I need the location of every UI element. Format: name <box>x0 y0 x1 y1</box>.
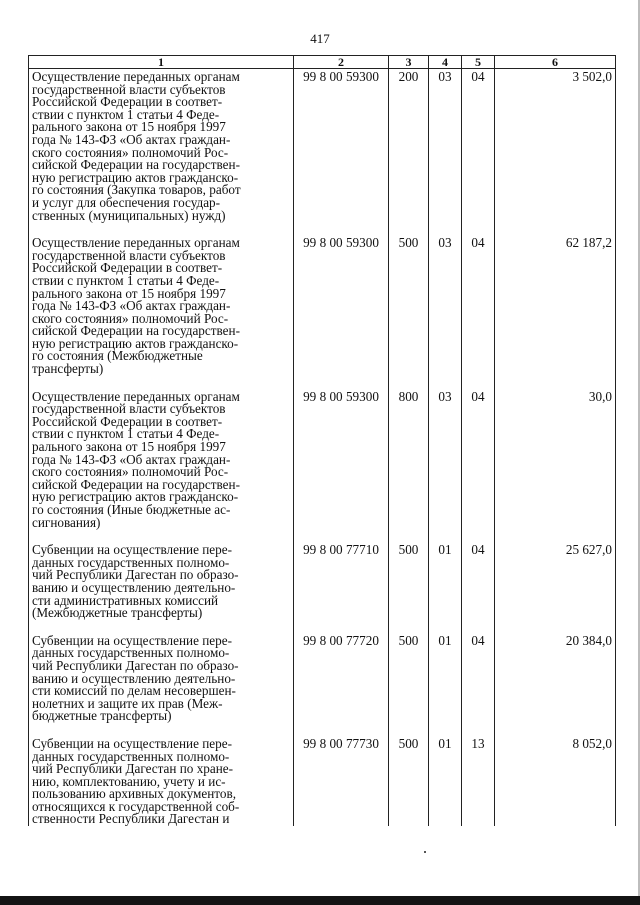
description-line: года № 143-ФЗ «Об актах граждан- <box>32 131 231 147</box>
description-line: рального закона от 15 ноября 1997 <box>32 119 226 135</box>
description-line: ствии с пунктом 1 статьи 4 Феде- <box>32 272 220 288</box>
description-line: данных государственных полномо- <box>32 554 230 570</box>
scan-speck <box>424 851 426 853</box>
description-line: Российской Федерации в соответ- <box>32 94 223 110</box>
page-number: 417 <box>310 31 330 46</box>
table-row <box>29 389 616 543</box>
section-code: 01 <box>429 736 462 826</box>
table-row <box>29 736 616 826</box>
section-code: 01 <box>429 542 462 633</box>
target-article-code: 99 8 00 77710 <box>294 542 389 633</box>
description-line: данных государственных полномо- <box>32 645 230 661</box>
description-line: сийской Федерации на государствен- <box>32 476 240 492</box>
section-code: 03 <box>429 389 462 543</box>
amount-value: 25 627,0 <box>495 542 616 633</box>
table-row <box>29 69 616 236</box>
description-line: сигнования) <box>32 514 101 530</box>
description-line: ственности Республики Дагестан и <box>32 811 230 827</box>
row-description <box>29 69 294 236</box>
row-description <box>29 389 294 543</box>
description-line: чий Республики Дагестан по хране- <box>32 761 234 777</box>
description-line: и услуг для обеспечения государ- <box>32 194 221 210</box>
description-line: нию, комплектованию, учету и ис- <box>32 773 226 789</box>
target-article-code: 99 8 00 77730 <box>294 736 389 826</box>
column-header: 3 <box>389 56 429 69</box>
description-line: Осуществление переданных органам <box>32 388 240 404</box>
description-line: ствии с пунктом 1 статьи 4 Феде- <box>32 426 220 442</box>
description-line: ную регистрацию актов гражданско- <box>32 169 239 185</box>
table-row <box>29 542 616 633</box>
description-line: Российской Федерации в соответ- <box>32 413 223 429</box>
subsection-code: 04 <box>462 542 495 633</box>
column-header: 5 <box>462 56 495 69</box>
table-row <box>29 235 616 389</box>
description-line: бюджетные трансферты) <box>32 708 172 724</box>
expense-type-code: 500 <box>389 736 429 826</box>
amount-value: 8 052,0 <box>495 736 616 826</box>
description-line: данных государственных полномо- <box>32 748 230 764</box>
description-line: сийской Федерации на государствен- <box>32 323 240 339</box>
description-line: государственной власти субъектов <box>32 81 226 97</box>
description-line: ванию и осуществлению деятельно- <box>32 670 236 686</box>
description-line: чий Республики Дагестан по образо- <box>32 657 239 673</box>
scan-bottom-border <box>0 896 640 905</box>
section-code: 03 <box>429 69 462 236</box>
description-line: Осуществление переданных органам <box>32 69 240 84</box>
subsection-code: 04 <box>462 235 495 389</box>
description-line: го состояния (Закупка товаров, работ <box>32 182 241 198</box>
row-description <box>29 542 294 633</box>
subsection-code: 04 <box>462 69 495 236</box>
amount-value: 3 502,0 <box>495 69 616 236</box>
budget-table <box>28 55 616 826</box>
description-line: го состояния (Межбюджетные <box>32 348 203 364</box>
description-line: Осуществление переданных органам <box>32 235 240 251</box>
description-line: Субвенции на осуществление пере- <box>32 632 232 648</box>
description-line: ского состояния» полномочий Рос- <box>32 144 229 160</box>
description-line: Субвенции на осуществление пере- <box>32 542 232 558</box>
description-line: пользованию архивных документов, <box>32 786 237 802</box>
description-line: ную регистрацию актов гражданско- <box>32 335 239 351</box>
target-article-code: 99 8 00 77720 <box>294 633 389 736</box>
column-header: 2 <box>294 56 389 69</box>
row-description <box>29 633 294 736</box>
description-line: ванию и осуществлению деятельно- <box>32 579 236 595</box>
description-line: чий Республики Дагестан по образо- <box>32 567 239 583</box>
description-line: (Межбюджетные трансферты) <box>32 605 203 621</box>
description-line: Субвенции на осуществление пере- <box>32 735 232 751</box>
amount-value: 20 384,0 <box>495 633 616 736</box>
table-header-row <box>29 56 616 69</box>
table-row <box>29 633 616 736</box>
description-line: сти административных комиссий <box>32 592 219 608</box>
expense-type-code: 800 <box>389 389 429 543</box>
description-line: ского состояния» полномочий Рос- <box>32 310 229 326</box>
subsection-code: 04 <box>462 633 495 736</box>
description-line: ствии с пунктом 1 статьи 4 Феде- <box>32 106 220 122</box>
description-line: относящихся к государственной соб- <box>32 798 240 814</box>
row-description <box>29 235 294 389</box>
section-code: 01 <box>429 633 462 736</box>
description-line: трансферты) <box>32 361 104 377</box>
subsection-code: 13 <box>462 736 495 826</box>
description-line: ную регистрацию актов гражданско- <box>32 489 239 505</box>
column-header: 6 <box>495 56 616 69</box>
row-description <box>29 736 294 826</box>
expense-type-code: 500 <box>389 542 429 633</box>
expense-type-code: 500 <box>389 235 429 389</box>
description-line: ственных (муниципальных) нужд) <box>32 207 226 223</box>
description-line: рального закона от 15 ноября 1997 <box>32 285 226 301</box>
description-line: года № 143-ФЗ «Об актах граждан- <box>32 451 231 467</box>
description-line: государственной власти субъектов <box>32 401 226 417</box>
description-line: ского состояния» полномочий Рос- <box>32 464 229 480</box>
column-header: 1 <box>29 56 294 69</box>
table-body <box>29 69 616 827</box>
expense-type-code: 500 <box>389 633 429 736</box>
description-line: государственной власти субъектов <box>32 247 226 263</box>
description-line: сийской Федерации на государствен- <box>32 157 240 173</box>
section-code: 03 <box>429 235 462 389</box>
amount-value: 62 187,2 <box>495 235 616 389</box>
subsection-code: 04 <box>462 389 495 543</box>
description-line: го состояния (Иные бюджетные ас- <box>32 502 231 517</box>
target-article-code: 99 8 00 59300 <box>294 235 389 389</box>
expense-type-code: 200 <box>389 69 429 236</box>
target-article-code: 99 8 00 59300 <box>294 389 389 543</box>
amount-value: 30,0 <box>495 389 616 543</box>
description-line: сти комиссий по делам несовершен- <box>32 683 236 699</box>
description-line: рального закона от 15 ноября 1997 <box>32 439 226 455</box>
target-article-code: 99 8 00 59300 <box>294 69 389 236</box>
description-line: Российской Федерации в соответ- <box>32 260 223 276</box>
column-header: 4 <box>429 56 462 69</box>
description-line: года № 143-ФЗ «Об актах граждан- <box>32 298 231 314</box>
description-line: нолетних и защите их прав (Меж- <box>32 695 223 711</box>
